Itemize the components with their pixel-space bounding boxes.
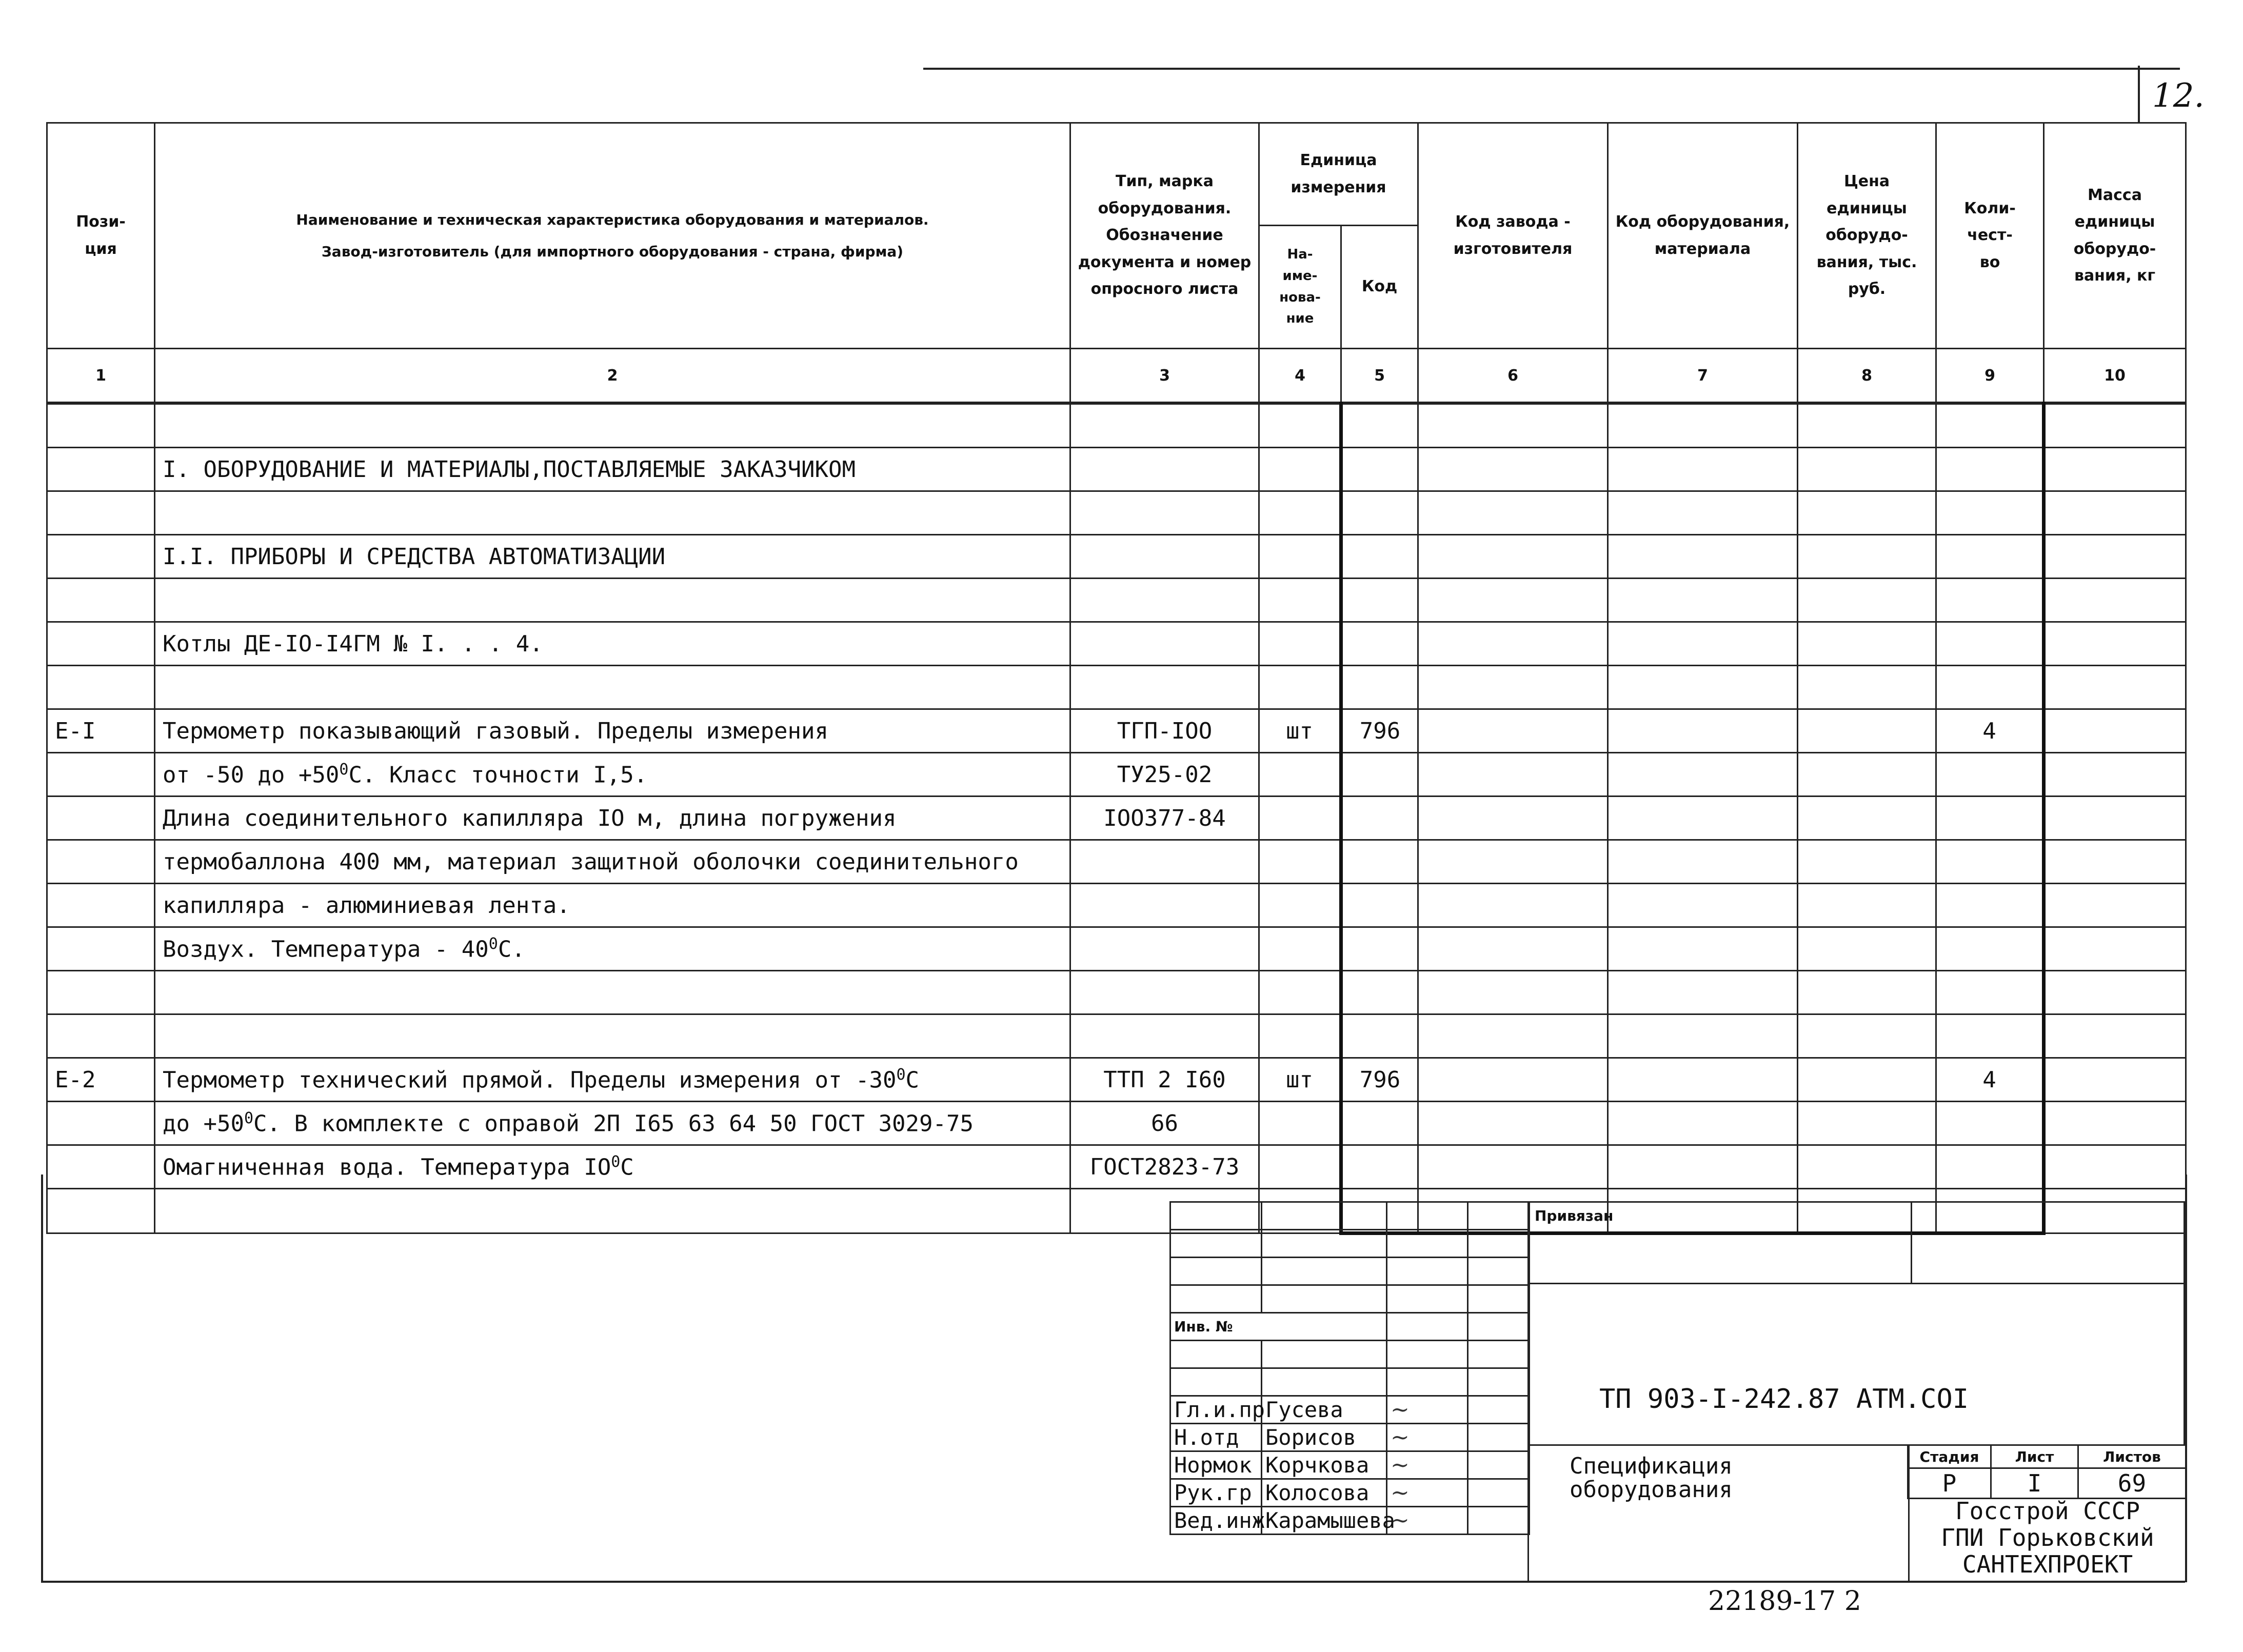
signer-name: Корчкова (1262, 1451, 1387, 1479)
top-border-line (923, 68, 2180, 70)
stage-table (1907, 1444, 2187, 1499)
header-unit: Единица измерения (1259, 123, 1418, 226)
table-row (47, 491, 2186, 535)
header-position: Пози- ция (47, 123, 155, 349)
item-description: Термометр технический прямой. Пределы измерения от $-30^0С$ (155, 1058, 1070, 1102)
specification-table (46, 122, 2187, 1235)
stage-header: Стадия (1908, 1445, 1991, 1468)
table-row (47, 709, 2186, 753)
table-row (47, 1145, 2186, 1189)
sheets-value: 69 (2078, 1468, 2186, 1499)
stage-value: Р (1908, 1468, 1991, 1499)
subsection-title: I.I. ПРИБОРЫ И СРЕДСТВА АВТОМАТИЗАЦИИ (155, 535, 1070, 579)
col-number: 5 (1341, 349, 1418, 404)
header-type: Тип, марка оборудования. Обозначение документа и номер опросного листа (1070, 123, 1259, 349)
item-unit: шт (1259, 709, 1341, 753)
item-unit: шт (1259, 1058, 1341, 1102)
item-type: 66 (1070, 1102, 1259, 1145)
signer-name: Колосова (1262, 1479, 1387, 1507)
column-numbers-row (47, 349, 2186, 404)
position-code: Е-2 (47, 1058, 155, 1102)
col-number: 6 (1418, 349, 1608, 404)
sheets-header: Листов (2078, 1445, 2186, 1468)
table-row (47, 797, 2186, 840)
table-row (47, 840, 2186, 884)
item-type: ТГП-IOO (1070, 709, 1259, 753)
signer-role: Н.отд (1170, 1424, 1262, 1451)
item-type: ГОСТ2823-73 (1070, 1145, 1259, 1189)
col-number: 10 (2044, 349, 2186, 404)
signer-role: Вед.инж (1170, 1507, 1262, 1535)
col-number: 8 (1798, 349, 1936, 404)
privyazan-label: Привязан (1535, 1207, 1614, 1224)
header-factory-code: Код завода - изготовителя (1418, 123, 1608, 349)
signature-mark: ~ (1387, 1396, 1468, 1424)
item-description: Омагниченная вода. Температура $IO^0С$ (155, 1145, 1070, 1189)
table-row (47, 403, 2186, 448)
table-row (47, 927, 2186, 971)
item-description: термобаллона 400 мм, материал защитной оболочки соединительного (155, 840, 1070, 884)
inventory-label: Инв. № (1170, 1313, 1387, 1341)
item-description: Длина соединительного капилляра IO м, длина погружения (155, 797, 1070, 840)
header-equipment-code: Код оборудования, материала (1608, 123, 1798, 349)
document-title: Спецификация оборудования (1570, 1453, 1733, 1503)
signer-role: Гл.и.пр (1170, 1396, 1262, 1424)
top-corner-line (2138, 66, 2140, 123)
position-code: Е-I (47, 709, 155, 753)
privyazan-side-box (1911, 1201, 2185, 1284)
item-type: ТУ25-02 (1070, 753, 1259, 797)
header-name: Наименование и техническая характеристика оборудования и материалов. Завод-изготовитель (для импортного оборудования - страна, фирма) (155, 123, 1070, 349)
signer-name: Борисов (1262, 1424, 1387, 1451)
table-row (47, 971, 2186, 1014)
item-description: капилляра - алюминиевая лента. (155, 884, 1070, 927)
document-code: ТП 903-I-242.87 АТМ.COI (1599, 1384, 1969, 1415)
header-price: Цена единицы оборудо- вания, тыс. руб. (1798, 123, 1936, 349)
signer-role: Рук.гр (1170, 1479, 1262, 1507)
signer-name: Гусева (1262, 1396, 1387, 1424)
item-description: до $+50^0С$. В комплекте с оправой 2П I65 63 64 50 ГОСТ 3029-75 (155, 1102, 1070, 1145)
col-number: 1 (47, 349, 155, 404)
table-row (47, 1102, 2186, 1145)
col-number: 7 (1608, 349, 1798, 404)
item-type: IOO377-84 (1070, 797, 1259, 840)
table-row (47, 1058, 2186, 1102)
table-row (47, 1014, 2186, 1058)
col-number: 3 (1070, 349, 1259, 404)
signature-mark: ~ (1387, 1479, 1468, 1507)
doc-code-box (1527, 1283, 2185, 1446)
item-description: от -50 до $+50^0С$. Класс точности I,5. (155, 753, 1070, 797)
signature-mark: ~ (1387, 1507, 1468, 1535)
col-number: 4 (1259, 349, 1341, 404)
header-mass: Масса единицы оборудо- вания, кг (2044, 123, 2186, 349)
signature-mark: ~ (1387, 1424, 1468, 1451)
col-number: 9 (1936, 349, 2044, 404)
signature-grid (1169, 1201, 1530, 1535)
signer-name: Карамышева (1262, 1507, 1387, 1535)
footer-number: 22189-17 2 (1708, 1586, 1861, 1617)
header-unit-code: Код (1341, 226, 1418, 349)
frame-left (41, 1175, 43, 1582)
table-row (47, 884, 2186, 927)
col-number: 2 (155, 349, 1070, 404)
item-description: Воздух. Температура - $40^0С$. (155, 927, 1070, 971)
sheet-header: Лист (1991, 1445, 2078, 1468)
table-row (47, 622, 2186, 666)
section-title: I. ОБОРУДОВАНИЕ И МАТЕРИАЛЫ,ПОСТАВЛЯЕМЫЕ ЗАКАЗЧИКОМ (155, 448, 1070, 491)
table-row (47, 448, 2186, 491)
item-type: ТТП 2 I60 (1070, 1058, 1259, 1102)
group-title: Котлы ДЕ-IO-I4ГМ № I. . . 4. (155, 622, 1070, 666)
table-row (47, 753, 2186, 797)
table-row (47, 579, 2186, 622)
signature-mark: ~ (1387, 1451, 1468, 1479)
sheet-value: I (1991, 1468, 2078, 1499)
page-mark: 12. (2152, 77, 2205, 115)
organization: Госстрой СССР ГПИ Горьковский САНТЕХПРОЕКТ (1941, 1497, 2154, 1578)
header-unit-name: На- име- нова- ние (1259, 226, 1341, 349)
item-unit-code: 796 (1341, 1058, 1418, 1102)
item-quantity: 4 (1936, 709, 2044, 753)
item-quantity: 4 (1936, 1058, 2044, 1102)
signer-role: Нормок (1170, 1451, 1262, 1479)
header-quantity: Коли- чест- во (1936, 123, 2044, 349)
table-row (47, 535, 2186, 579)
item-description: Термометр показывающий газовый. Пределы измерения (155, 709, 1070, 753)
table-row (47, 666, 2186, 709)
item-unit-code: 796 (1341, 709, 1418, 753)
